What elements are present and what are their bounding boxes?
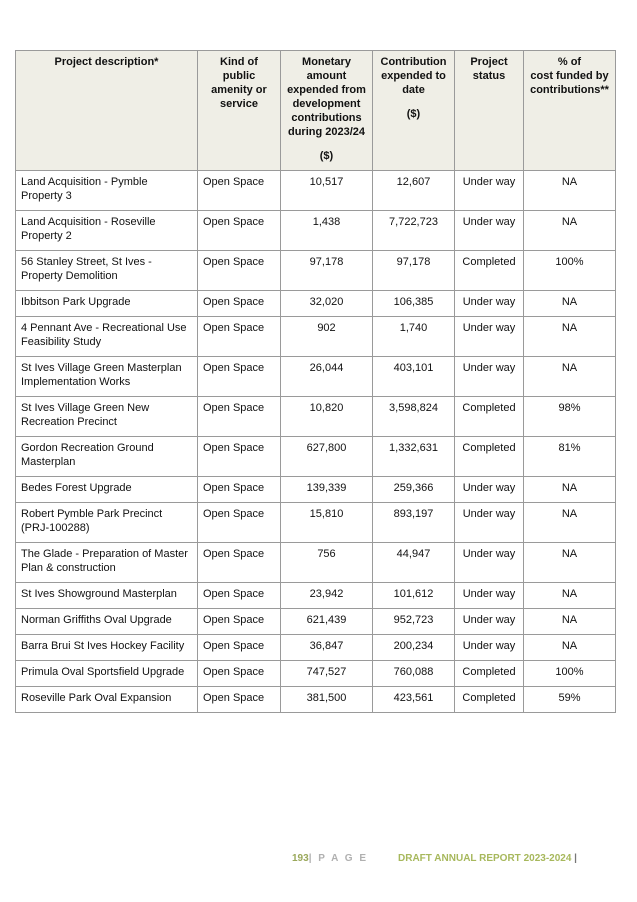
- cell-project-status: Under way: [455, 635, 524, 661]
- header-line: Monetary: [302, 56, 351, 68]
- cell-monetary-amount: 10,820: [281, 397, 373, 437]
- cell-monetary-amount: 10,517: [281, 171, 373, 211]
- table-row: [16, 437, 616, 477]
- cell-kind-of-amenity: Open Space: [198, 291, 281, 317]
- page-number: 193: [292, 853, 309, 864]
- header-line: contributions: [291, 112, 362, 124]
- header-line: development: [292, 98, 361, 110]
- contributions-table: [15, 50, 616, 713]
- cell-percent-funded: 100%: [524, 661, 616, 687]
- cell-kind-of-amenity: Open Space: [198, 317, 281, 357]
- header-line: during 2023/24: [287, 126, 366, 138]
- cell-kind-of-amenity: Open Space: [198, 477, 281, 503]
- table-row: [16, 687, 616, 713]
- header-line: status: [472, 70, 506, 82]
- header-line: Project: [470, 56, 508, 68]
- cell-project-status: Under way: [455, 503, 524, 543]
- cell-project-status: Completed: [455, 437, 524, 477]
- header-kind-of-amenity: [198, 51, 281, 171]
- cell-kind-of-amenity: Open Space: [198, 503, 281, 543]
- cell-project-description: 56 Stanley Street, St Ives - Property Demolition: [16, 251, 198, 291]
- header-line: ($): [406, 108, 421, 120]
- table-row: [16, 635, 616, 661]
- header-line: % of: [557, 56, 582, 68]
- cell-project-status: Completed: [455, 687, 524, 713]
- cell-project-description: The Glade - Preparation of Master Plan & construction: [16, 543, 198, 583]
- cell-project-description: Ibbitson Park Upgrade: [16, 291, 198, 317]
- cell-monetary-amount: 32,020: [281, 291, 373, 317]
- cell-kind-of-amenity: Open Space: [198, 251, 281, 291]
- table-header-row: [16, 51, 616, 171]
- cell-kind-of-amenity: Open Space: [198, 661, 281, 687]
- cell-percent-funded: NA: [524, 503, 616, 543]
- cell-project-description: St Ives Showground Masterplan: [16, 583, 198, 609]
- cell-percent-funded: NA: [524, 171, 616, 211]
- cell-project-description: Robert Pymble Park Precinct (PRJ-100288): [16, 503, 198, 543]
- cell-contribution-to-date: 7,722,723: [373, 211, 455, 251]
- cell-monetary-amount: 627,800: [281, 437, 373, 477]
- cell-project-status: Under way: [455, 211, 524, 251]
- cell-kind-of-amenity: Open Space: [198, 437, 281, 477]
- cell-percent-funded: 81%: [524, 437, 616, 477]
- cell-contribution-to-date: 760,088: [373, 661, 455, 687]
- footer-separator: |: [574, 853, 577, 864]
- contributions-table-container: [15, 50, 615, 713]
- header-line: Project description*: [54, 56, 159, 68]
- header-line: service: [220, 98, 258, 110]
- header-contribution-to-date: [373, 51, 455, 171]
- cell-monetary-amount: 36,847: [281, 635, 373, 661]
- cell-project-description: Land Acquisition - Pymble Property 3: [16, 171, 198, 211]
- header-line: [378, 97, 449, 107]
- cell-project-status: Under way: [455, 609, 524, 635]
- cell-monetary-amount: 621,439: [281, 609, 373, 635]
- cell-project-status: Completed: [455, 661, 524, 687]
- cell-monetary-amount: 747,527: [281, 661, 373, 687]
- page-label: | P A G E: [308, 853, 369, 864]
- table-row: [16, 609, 616, 635]
- cell-contribution-to-date: 3,598,824: [373, 397, 455, 437]
- cell-project-description: Primula Oval Sportsfield Upgrade: [16, 661, 198, 687]
- header-project-description: [16, 51, 198, 171]
- table-row: [16, 661, 616, 687]
- cell-contribution-to-date: 952,723: [373, 609, 455, 635]
- cell-percent-funded: 59%: [524, 687, 616, 713]
- cell-contribution-to-date: 106,385: [373, 291, 455, 317]
- table-row: [16, 583, 616, 609]
- cell-percent-funded: NA: [524, 357, 616, 397]
- cell-monetary-amount: 756: [281, 543, 373, 583]
- header-line: expended from: [287, 84, 366, 96]
- cell-project-description: Roseville Park Oval Expansion: [16, 687, 198, 713]
- cell-percent-funded: NA: [524, 291, 616, 317]
- cell-percent-funded: NA: [524, 211, 616, 251]
- cell-kind-of-amenity: Open Space: [198, 357, 281, 397]
- cell-percent-funded: NA: [524, 635, 616, 661]
- cell-project-description: St Ives Village Green Masterplan Implementation Works: [16, 357, 198, 397]
- cell-contribution-to-date: 893,197: [373, 503, 455, 543]
- table-body: [16, 171, 616, 713]
- cell-monetary-amount: 902: [281, 317, 373, 357]
- header-line: amount: [306, 70, 347, 82]
- header-line: cost funded by: [530, 70, 609, 82]
- cell-contribution-to-date: 200,234: [373, 635, 455, 661]
- table-row: [16, 171, 616, 211]
- cell-kind-of-amenity: Open Space: [198, 635, 281, 661]
- cell-contribution-to-date: 1,332,631: [373, 437, 455, 477]
- cell-monetary-amount: 381,500: [281, 687, 373, 713]
- table-row: [16, 503, 616, 543]
- header-line: Contribution: [380, 56, 447, 68]
- cell-project-description: Norman Griffiths Oval Upgrade: [16, 609, 198, 635]
- cell-percent-funded: NA: [524, 543, 616, 583]
- cell-kind-of-amenity: Open Space: [198, 687, 281, 713]
- cell-percent-funded: 98%: [524, 397, 616, 437]
- cell-project-status: Under way: [455, 543, 524, 583]
- header-line: contributions**: [530, 84, 609, 96]
- cell-contribution-to-date: 12,607: [373, 171, 455, 211]
- cell-contribution-to-date: 97,178: [373, 251, 455, 291]
- cell-monetary-amount: 23,942: [281, 583, 373, 609]
- cell-project-description: Barra Brui St Ives Hockey Facility: [16, 635, 198, 661]
- cell-project-status: Under way: [455, 317, 524, 357]
- cell-percent-funded: NA: [524, 477, 616, 503]
- table-row: [16, 477, 616, 503]
- cell-kind-of-amenity: Open Space: [198, 211, 281, 251]
- cell-project-status: Under way: [455, 357, 524, 397]
- header-line: Kind of public: [220, 56, 258, 82]
- header-project-status: [455, 51, 524, 171]
- cell-project-description: Land Acquisition - Roseville Property 2: [16, 211, 198, 251]
- cell-project-status: Under way: [455, 583, 524, 609]
- table-row: [16, 291, 616, 317]
- cell-contribution-to-date: 1,740: [373, 317, 455, 357]
- header-line: amenity or: [211, 84, 267, 96]
- cell-contribution-to-date: 44,947: [373, 543, 455, 583]
- cell-monetary-amount: 97,178: [281, 251, 373, 291]
- cell-kind-of-amenity: Open Space: [198, 543, 281, 583]
- cell-percent-funded: NA: [524, 583, 616, 609]
- table-row: [16, 357, 616, 397]
- cell-project-description: 4 Pennant Ave - Recreational Use Feasibility Study: [16, 317, 198, 357]
- cell-contribution-to-date: 101,612: [373, 583, 455, 609]
- table-row: [16, 251, 616, 291]
- cell-percent-funded: 100%: [524, 251, 616, 291]
- cell-contribution-to-date: 423,561: [373, 687, 455, 713]
- cell-project-status: Under way: [455, 291, 524, 317]
- cell-kind-of-amenity: Open Space: [198, 609, 281, 635]
- header-line: date: [402, 84, 425, 96]
- table-row: [16, 317, 616, 357]
- cell-kind-of-amenity: Open Space: [198, 397, 281, 437]
- header-line: [286, 139, 367, 149]
- cell-percent-funded: NA: [524, 317, 616, 357]
- cell-monetary-amount: 26,044: [281, 357, 373, 397]
- table-row: [16, 397, 616, 437]
- report-title: DRAFT ANNUAL REPORT 2023-2024: [398, 853, 572, 864]
- header-percent-funded: [524, 51, 616, 171]
- table-row: [16, 543, 616, 583]
- cell-contribution-to-date: 403,101: [373, 357, 455, 397]
- cell-percent-funded: NA: [524, 609, 616, 635]
- cell-project-description: Gordon Recreation Ground Masterplan: [16, 437, 198, 477]
- header-monetary-amount: [281, 51, 373, 171]
- cell-monetary-amount: 1,438: [281, 211, 373, 251]
- page-footer: [292, 853, 577, 864]
- cell-project-status: Under way: [455, 171, 524, 211]
- cell-monetary-amount: 139,339: [281, 477, 373, 503]
- cell-kind-of-amenity: Open Space: [198, 171, 281, 211]
- cell-project-status: Completed: [455, 397, 524, 437]
- header-line: ($): [319, 150, 334, 162]
- cell-project-status: Under way: [455, 477, 524, 503]
- cell-monetary-amount: 15,810: [281, 503, 373, 543]
- cell-project-status: Completed: [455, 251, 524, 291]
- table-row: [16, 211, 616, 251]
- cell-project-description: St Ives Village Green New Recreation Precinct: [16, 397, 198, 437]
- cell-project-description: Bedes Forest Upgrade: [16, 477, 198, 503]
- cell-contribution-to-date: 259,366: [373, 477, 455, 503]
- cell-kind-of-amenity: Open Space: [198, 583, 281, 609]
- header-line: expended to: [381, 70, 446, 82]
